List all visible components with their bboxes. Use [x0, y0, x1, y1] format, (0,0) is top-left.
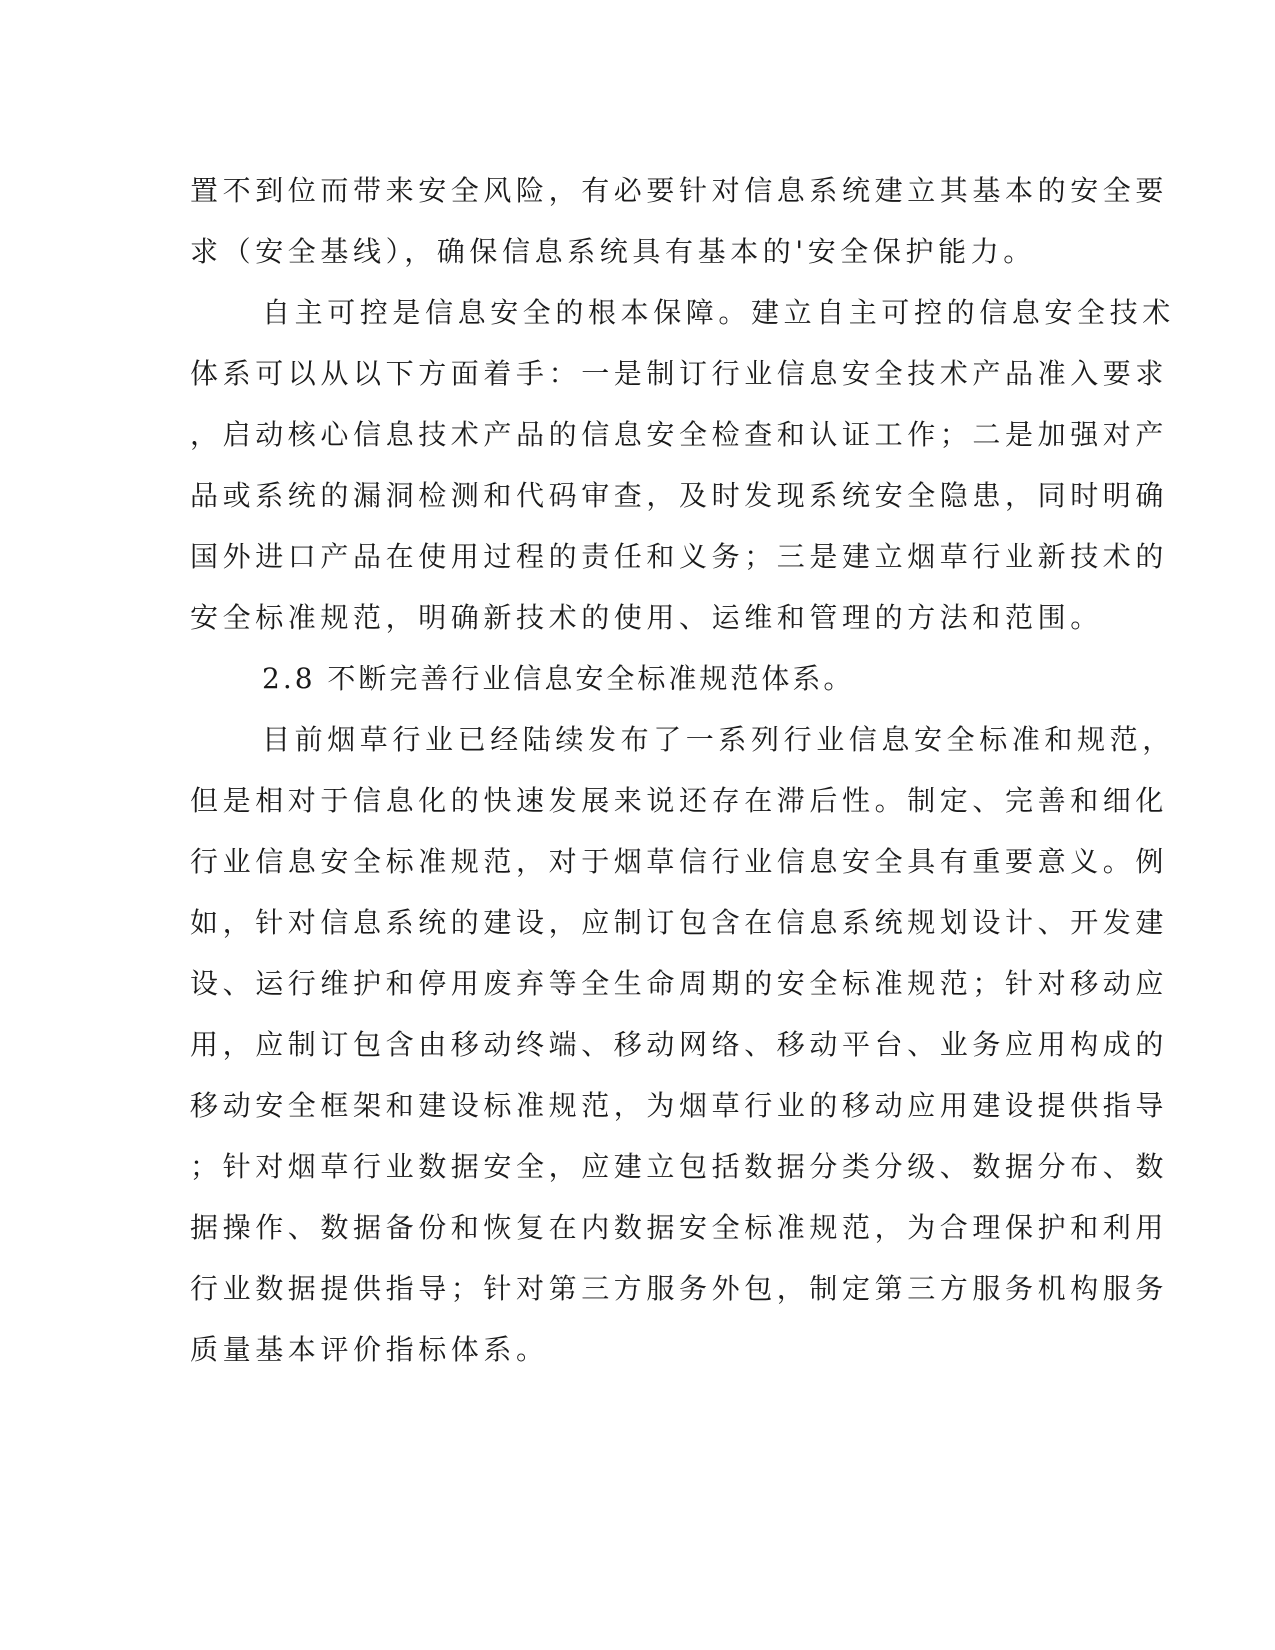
paragraph-start-line: 目前烟草行业已经陆续发布了一系列行业信息安全标准和规范， [262, 723, 1175, 756]
text-line: 国外进口产品在使用过程的责任和义务；三是建立烟草行业新技术的 [190, 540, 1169, 573]
text-line: 行业信息安全标准规范，对于烟草信行业信息安全具有重要意义。例 [190, 845, 1169, 878]
text-line: 行业数据提供指导；针对第三方服务外包，制定第三方服务机构服务 [190, 1272, 1169, 1305]
text-line: ；针对烟草行业数据安全，应建立包括数据分类分级、数据分布、数 [190, 1150, 1169, 1183]
text-line: 品或系统的漏洞检测和代码审查，及时发现系统安全隐患，同时明确 [190, 479, 1169, 512]
text-line: 求（安全基线），确保信息系统具有基本的'安全保护能力。 [190, 235, 1036, 268]
text-line: 移动安全框架和建设标准规范，为烟草行业的移动应用建设提供指导 [190, 1089, 1169, 1122]
text-line: 据操作、数据备份和恢复在内数据安全标准规范，为合理保护和利用 [190, 1211, 1169, 1244]
text-line: 体系可以从以下方面着手：一是制订行业信息安全技术产品准入要求 [190, 357, 1169, 390]
paragraph-start-line: 自主可控是信息安全的根本保障。建立自主可控的信息安全技术 [262, 296, 1175, 329]
text-line: 但是相对于信息化的快速发展来说还存在滞后性。制定、完善和细化 [190, 784, 1169, 817]
text-line: 用，应制订包含由移动终端、移动网络、移动平台、业务应用构成的 [190, 1028, 1169, 1061]
text-line: 安全标准规范，明确新技术的使用、运维和管理的方法和范围。 [190, 601, 1103, 634]
text-line: ，启动核心信息技术产品的信息安全检查和认证工作；二是加强对产 [190, 418, 1169, 451]
section-heading: 2.8 不断完善行业信息安全标准规范体系。 [262, 662, 855, 695]
text-line: 质量基本评价指标体系。 [190, 1333, 549, 1366]
text-line: 设、运行维护和停用废弃等全生命周期的安全标准规范；针对移动应 [190, 967, 1169, 1000]
text-line: 置不到位而带来安全风险，有必要针对信息系统建立其基本的安全要 [190, 174, 1169, 207]
document-body [190, 160, 1175, 1380]
text-line: 如，针对信息系统的建设，应制订包含在信息系统规划设计、开发建 [190, 906, 1169, 939]
